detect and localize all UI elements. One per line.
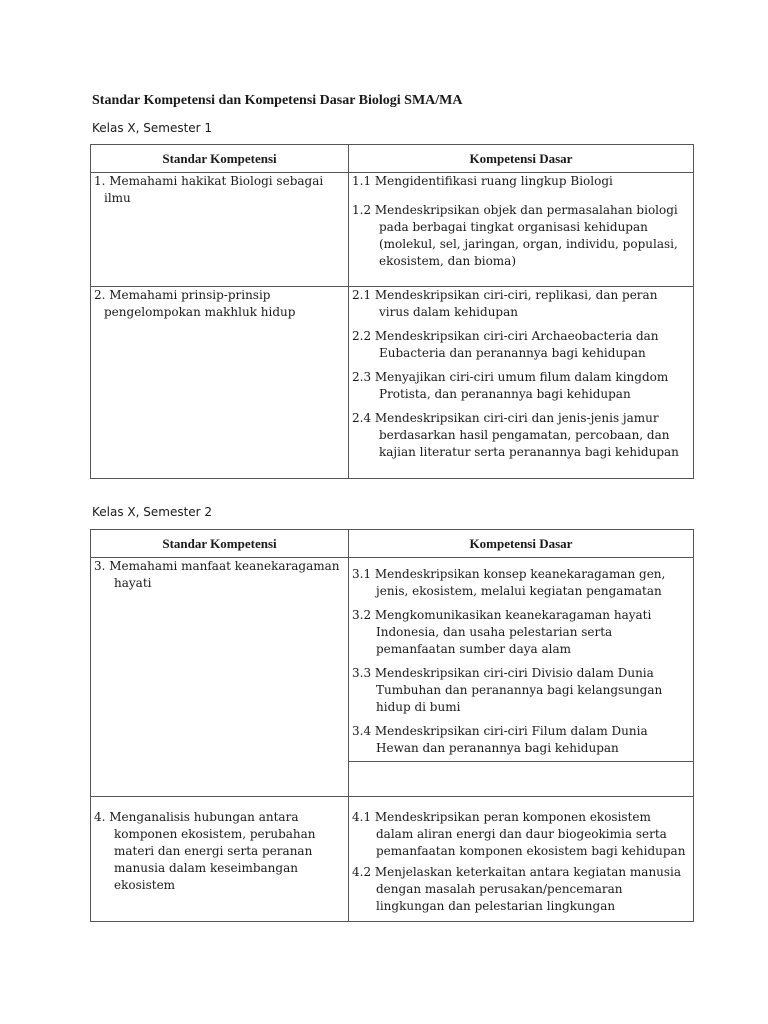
column-header-kompetensi-dasar: Kompetensi Dasar (349, 530, 694, 558)
kompetensi-dasar-cell (349, 797, 694, 922)
table-row (91, 173, 694, 287)
kompetensi-dasar-item: 4.1 Mendeskripsikan peran komponen ekosistem dalam aliran energi dan daur biogeokimia serta pemanfaatan komponen ekosistem bagi kehidupan (352, 810, 686, 858)
standar-kompetensi-text: 2. Memahami prinsip-prinsip pengelompokan makhluk hidup (94, 288, 296, 319)
section-heading-semester-1: Kelas X, Semester 1 (92, 121, 213, 135)
standar-kompetensi-text: 1. Memahami hakikat Biologi sebagai ilmu (94, 174, 324, 205)
empty-cell (349, 762, 694, 797)
kompetensi-dasar-item: 3.1 Mendeskripsikan konsep keanekaragaman gen, jenis, ekosistem, melalui kegiatan pengamatan (352, 567, 666, 598)
column-header-kompetensi-dasar: Kompetensi Dasar (349, 145, 694, 173)
standar-kompetensi-cell (91, 287, 349, 479)
table-row (91, 797, 694, 922)
column-header-standar-kompetensi: Standar Kompetensi (91, 530, 349, 558)
kompetensi-dasar-item: 2.2 Mendeskripsikan ciri-ciri Archaeobacteria dan Eubacteria dan peranannya bagi kehidupan (352, 329, 659, 360)
kompetensi-dasar-item: 3.2 Mengkomunikasikan keanekaragaman hayati Indonesia, dan usaha pelestarian serta pemanfaatan sumber daya alam (352, 608, 652, 656)
section-heading-semester-2: Kelas X, Semester 2 (92, 505, 213, 519)
column-header-standar-kompetensi: Standar Kompetensi (91, 145, 349, 173)
standar-kompetensi-text: 4. Menganalisis hubungan antara komponen ekosistem, perubahan materi dan energi serta peranan manusia dalam keseimbangan ekosistem (94, 810, 316, 892)
kompetensi-dasar-item: 2.4 Mendeskripsikan ciri-ciri dan jenis-jenis jamur berdasarkan hasil pengamatan, percobaan, dan kajian literatur serta peranannya bagi kehidupan (352, 411, 679, 459)
table-row (91, 558, 694, 762)
standar-kompetensi-text: 3. Memahami manfaat keanekaragaman hayati (94, 559, 340, 590)
kompetensi-dasar-cell (349, 558, 694, 762)
kompetensi-dasar-cell (349, 173, 694, 287)
competency-table-semester-2 (90, 529, 694, 922)
kompetensi-dasar-item: 2.3 Menyajikan ciri-ciri umum filum dalam kingdom Protista, dan peranannya bagi kehidupan (352, 370, 669, 401)
kompetensi-dasar-item: 1.2 Mendeskripsikan objek dan permasalahan biologi pada berbagai tingkat organisasi kehidupan (molekul, sel, jaringan, organ, individu, populasi, ekosistem, dan bioma) (352, 203, 678, 268)
kompetensi-dasar-item: 3.4 Mendeskripsikan ciri-ciri Filum dalam Dunia Hewan dan peranannya bagi kehidupan (352, 724, 648, 755)
standar-kompetensi-cell (91, 558, 349, 797)
table-header-row (91, 145, 694, 173)
standar-kompetensi-cell (91, 797, 349, 922)
kompetensi-dasar-cell (349, 287, 694, 479)
table-header-row (91, 530, 694, 558)
kompetensi-dasar-item: 3.3 Mendeskripsikan ciri-ciri Divisio dalam Dunia Tumbuhan dan peranannya bagi kelangsungan hidup di bumi (352, 666, 663, 714)
standar-kompetensi-cell (91, 173, 349, 287)
kompetensi-dasar-item: 1.1 Mengidentifikasi ruang lingkup Biologi (352, 174, 613, 188)
kompetensi-dasar-item: 4.2 Menjelaskan keterkaitan antara kegiatan manusia dengan masalah perusakan/pencemaran lingkungan dan pelestarian lingkungan (352, 865, 682, 913)
table-row (91, 287, 694, 479)
document-title: Standar Kompetensi dan Kompetensi Dasar Biologi SMA/MA (92, 93, 463, 108)
competency-table-semester-1 (90, 144, 694, 479)
kompetensi-dasar-item: 2.1 Mendeskripsikan ciri-ciri, replikasi, dan peran virus dalam kehidupan (352, 288, 658, 319)
